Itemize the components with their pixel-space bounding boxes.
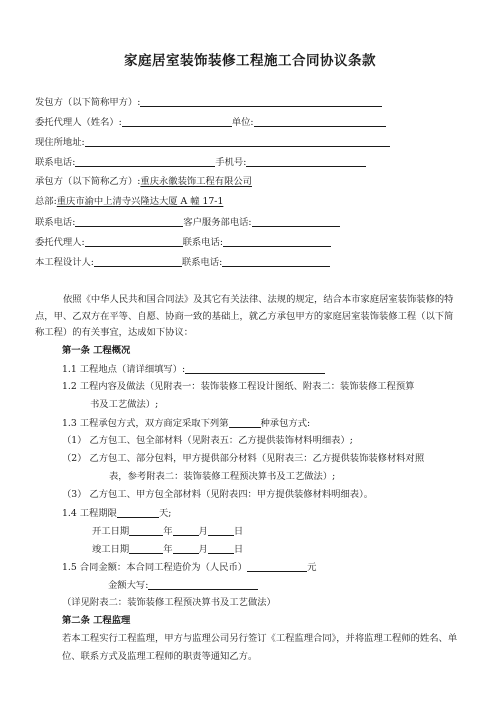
item-1-3-pre: 1.3 工程承包方式，双方商定采取下列第	[62, 418, 229, 429]
item-1-4-pre: 1.4 工程期限	[62, 508, 117, 519]
item-1-3	[62, 417, 310, 430]
contractor-agent-blank[interactable]	[85, 236, 183, 247]
start-month-unit: 月	[198, 526, 208, 537]
end-date-label: 竣工日期	[92, 544, 130, 555]
phone-blank[interactable]	[75, 156, 215, 167]
contractor-agent-label: 委托代理人:	[35, 237, 85, 248]
service-phone-label: 客户服务部电话:	[183, 217, 252, 228]
item-1-5-post: 元	[307, 562, 317, 573]
mobile-blank[interactable]	[246, 156, 366, 167]
phone-label: 联系电话:	[35, 157, 76, 168]
address-label: 现住所地址:	[35, 137, 85, 148]
agent-blank[interactable]	[122, 116, 232, 127]
end-year-unit: 年	[163, 544, 173, 555]
contract-type-blank[interactable]	[229, 417, 261, 428]
start-date-label: 开工日期	[92, 526, 130, 537]
end-year-blank[interactable]	[129, 543, 163, 554]
article-2-heading: 第二条 工程监理	[62, 615, 131, 626]
contractor-label: 承包方（以下简称乙方）:	[35, 176, 141, 187]
budget-note: （详见附表二：装饰装修工程预决算书及工艺做法）	[62, 597, 276, 608]
employer-blank[interactable]	[140, 96, 382, 107]
employer-row	[35, 96, 382, 109]
start-date-row	[92, 525, 243, 538]
designer-label: 本工程设计人:	[35, 257, 94, 268]
end-day-blank[interactable]	[208, 543, 234, 554]
agent-row	[35, 116, 386, 129]
address-row	[35, 136, 390, 149]
agent-phone-blank[interactable]	[223, 236, 331, 247]
employer-label: 发包方（以下简称甲方）:	[35, 97, 141, 108]
item-1-5-pre: 1.5 合同金额：本合同工程造价为（人民币）	[62, 562, 248, 573]
agent-phone-label: 联系电话:	[182, 237, 223, 248]
contractor-name: 重庆永徽装饰工程有限公司	[140, 176, 252, 187]
amount-caps-row	[108, 579, 258, 592]
item-1-1	[62, 363, 325, 376]
item-1-1-label: 1.1 工程地点（请详细填写）:	[62, 364, 186, 375]
amount-caps-label: 金额大写:	[108, 580, 149, 591]
option-2-line2: 表，参考附表二：装饰装修工程预决算书及工艺做法）;	[109, 471, 336, 482]
contractor-phone-row	[35, 216, 340, 229]
item-1-3-post: 种承包方式:	[260, 418, 311, 429]
location-blank[interactable]	[185, 363, 325, 374]
start-month-blank[interactable]	[173, 525, 199, 536]
end-date-row	[92, 543, 243, 556]
agent-label: 委托代理人（姓名）:	[35, 117, 122, 128]
end-month-blank[interactable]	[173, 543, 199, 554]
address-blank[interactable]	[85, 136, 390, 147]
item-1-5	[62, 561, 316, 574]
article-1-heading: 第一条 工程概况	[62, 345, 131, 356]
phone-row	[35, 156, 366, 169]
start-year-blank[interactable]	[129, 525, 163, 536]
item-1-4	[62, 507, 171, 520]
start-day-unit: 日	[233, 526, 244, 537]
item-1-2-line1: 1.2 工程内容及做法（见附表一：装饰装修工程设计图纸、附表二：装饰装修工程预算	[62, 381, 415, 392]
contractor-row	[35, 176, 252, 188]
designer-phone-label: 联系电话:	[181, 257, 223, 268]
designer-row	[35, 256, 330, 269]
option-1: （1） 乙方包工、包全部材料（见附表五：乙方提供装饰材料明细表）;	[62, 435, 353, 446]
unit-blank[interactable]	[254, 116, 386, 127]
amount-caps-blank[interactable]	[148, 579, 258, 590]
end-month-unit: 月	[198, 544, 208, 555]
article-2-text: 若本工程实行工程监理，甲方与监理公司另行签订《工程监理合同》，并将监理工程师的姓名、单位、联系方式及监理工程师的职责等通知乙方。	[62, 633, 458, 662]
option-3: （3） 乙方包工、甲方包全部材料（见附表四：甲方提供装修材料明细表）。	[62, 489, 374, 500]
service-phone-blank[interactable]	[252, 216, 340, 227]
contractor-phone-blank[interactable]	[75, 216, 183, 227]
intro-paragraph: 依照《中华人民共和国合同法》及其它有关法律、法规的规定，结合本市家庭居室装饰装修的特点，甲、乙双方在平等、自愿、协商一致的基础上，就乙方承包甲方的家庭居室装饰装修工程（以下简称工程）的有关事宜，达成如下协议：	[35, 294, 454, 338]
mobile-label: 手机号:	[215, 157, 247, 168]
option-2-line1: （2） 乙方包工、部分包料，甲方提供部分材料（见附表三：乙方提供装饰装修材料对照	[62, 453, 425, 464]
start-year-unit: 年	[163, 526, 173, 537]
unit-label: 单位:	[231, 117, 254, 128]
designer-phone-blank[interactable]	[222, 256, 330, 267]
contractor-agent-row	[35, 236, 331, 249]
end-day-unit: 日	[233, 544, 244, 555]
amount-blank[interactable]	[247, 561, 307, 572]
designer-blank[interactable]	[94, 256, 182, 267]
item-1-2-line2: 书及工艺做法）;	[90, 399, 159, 410]
duration-blank[interactable]	[117, 507, 159, 518]
start-day-blank[interactable]	[208, 525, 234, 536]
contractor-phone-label: 联系电话:	[35, 217, 76, 228]
item-1-4-post: 天;	[158, 508, 172, 519]
hq-row	[35, 196, 223, 208]
document-title: 家庭居室装饰装修工程施工合同协议条款	[124, 53, 376, 69]
hq-label: 总部:	[35, 196, 57, 207]
hq-address: 重庆市渝中上清寺兴隆达大厦 A 幢 17-1	[56, 196, 224, 207]
